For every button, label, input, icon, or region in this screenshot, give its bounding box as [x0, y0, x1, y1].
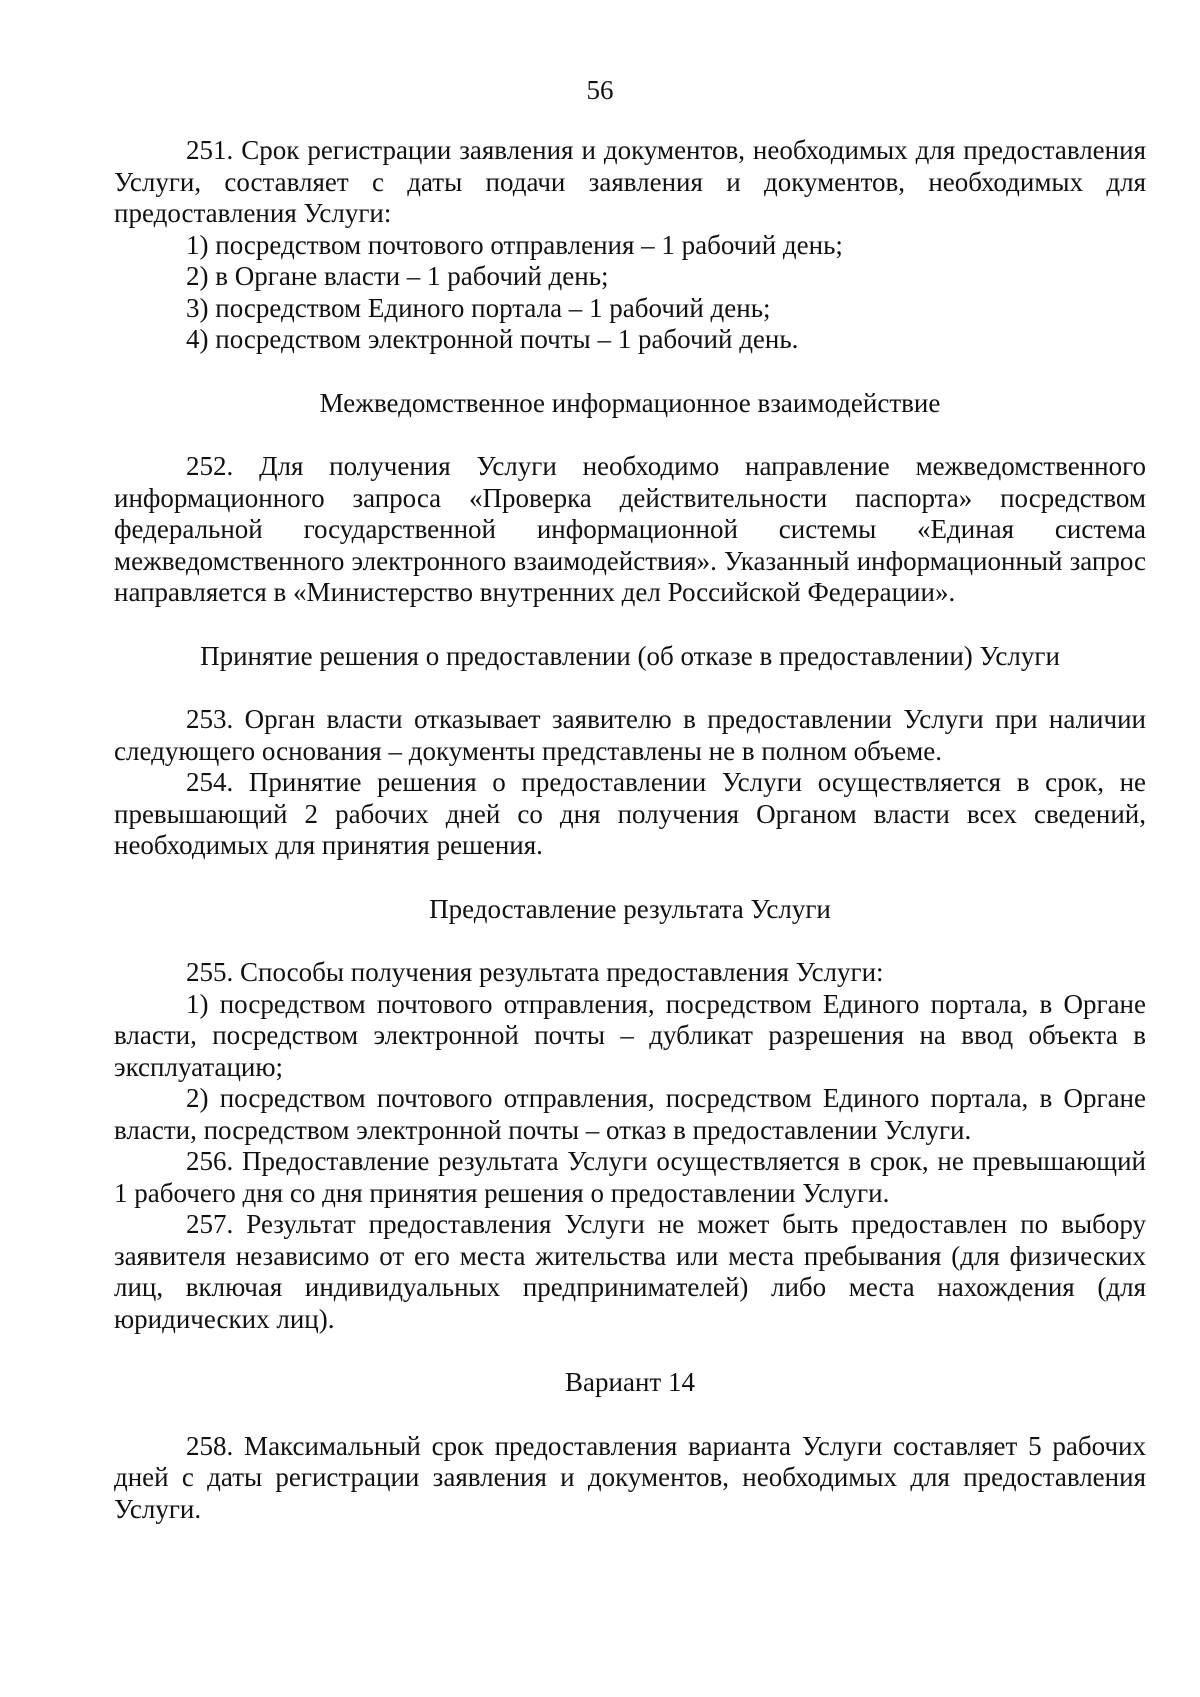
paragraph-254: 254. Принятие решения о предоставлении Услуги осуществляется в срок, не превышающий 2 рабочих дней со дня получения Органом власти всех сведений, необходимых для принятия решения.	[114, 767, 1146, 860]
section-heading-interagency: Межведомственное информационное взаимодействие	[319, 387, 941, 418]
list-item-email: 4) посредством электронной почты – 1 рабочий день.	[186, 324, 799, 354]
spacer	[114, 925, 1146, 957]
section-heading-decision: Принятие решения о предоставлении (об отказе в предоставлении) Услуги	[200, 640, 1060, 671]
spacer	[114, 672, 1146, 704]
paragraph-255: 255. Способы получения результата предоставления Услуги:	[186, 957, 884, 987]
list-item-portal: 3) посредством Единого портала – 1 рабочий день;	[186, 292, 771, 323]
spacer	[114, 609, 1146, 641]
paragraph-251: 251. Срок регистрации заявления и документов, необходимых для предоставления Услуги, составляет с даты подачи заявления и документов, необходимых для предоставления Услуги:	[114, 135, 1146, 228]
section-heading-result: Предоставление результата Услуги	[429, 893, 831, 924]
paragraph-253: 253. Орган власти отказывает заявителю в предоставлении Услуги при наличии следующего основания – документы представлены не в полном объеме.	[114, 704, 1146, 766]
paragraph-252: 252. Для получения Услуги необходимо направление межведомственного информационного запроса «Проверка действительности паспорта» посредством федеральной государственной информационной системы «Единая система межведомственного электронного взаимодействия». Указанный информационный запрос направляется в «Министерство внутренних дел Российской Федерации».	[114, 451, 1146, 607]
paragraph-257: 257. Результат предоставления Услуги не может быть предоставлен по выбору заявителя независимо от его места жительства или места пребывания (для физических лиц, включая индивидуальных предпринимателей) либо места нахождения (для юридических лиц).	[114, 1209, 1146, 1334]
paragraph-258: 258. Максимальный срок предоставления варианта Услуги составляет 5 рабочих дней с даты регистрации заявления и документов, необходимых для предоставления Услуги.	[114, 1430, 1146, 1524]
document-body	[114, 135, 1146, 1525]
page-number: 56	[586, 75, 614, 105]
list-item-authority: 2) в Органе власти – 1 рабочий день;	[186, 261, 609, 291]
spacer	[114, 356, 1146, 388]
list-item-result-refusal: 2) посредством почтового отправления, посредством Единого портала, в Органе власти, посредством электронной почты – отказ в предоставлении Услуги.	[114, 1083, 1146, 1145]
section-heading-variant-14: Вариант 14	[565, 1367, 695, 1397]
paragraph-256: 256. Предоставление результата Услуги осуществляется в срок, не превышающий 1 рабочего дня со дня принятия решения о предоставлении Услуги.	[114, 1146, 1146, 1208]
list-item-postal: 1) посредством почтового отправления – 1 рабочий день;	[186, 229, 843, 260]
spacer	[114, 1399, 1146, 1431]
spacer	[114, 1335, 1146, 1367]
spacer	[114, 419, 1146, 451]
list-item-result-duplicate: 1) посредством почтового отправления, посредством Единого портала, в Органе власти, посредством электронной почты – дубликат разрешения на ввод объекта в эксплуатацию;	[114, 988, 1146, 1082]
spacer	[114, 862, 1146, 894]
